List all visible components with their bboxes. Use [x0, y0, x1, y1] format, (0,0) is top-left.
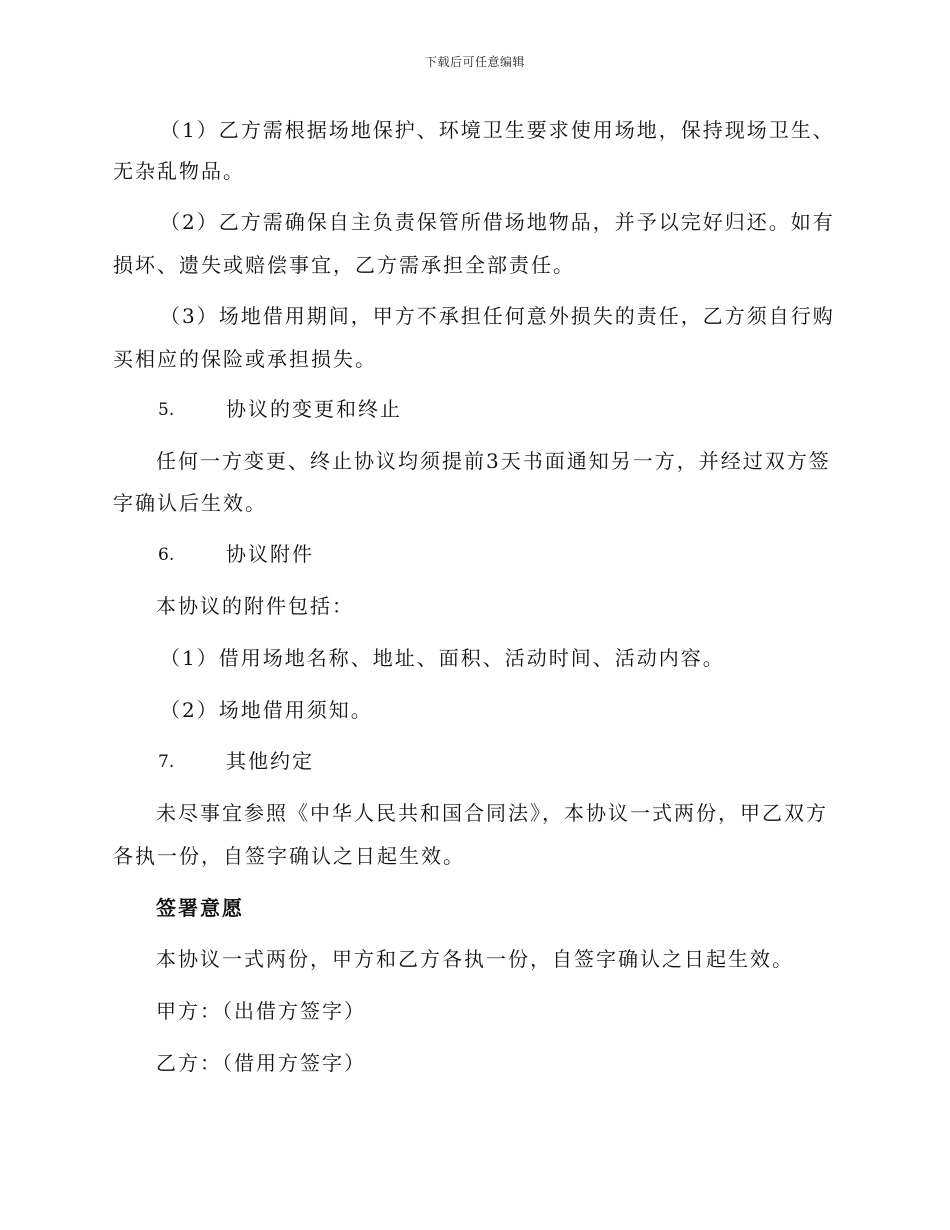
clause-item-3-line-2: 买相应的保险或承担损失。	[113, 347, 377, 371]
page-header: 下载后可任意编辑	[424, 55, 525, 69]
party-b-signature: 乙方：（借用方签字）	[156, 1051, 366, 1075]
clause-item-3-line-1: （3）场地借用期间，甲方不承担任何意外损失的责任，乙方须自行购	[160, 304, 835, 328]
section-7-paragraph-line-1: 未尽事宜参照《中华人民共和国合同法》，本协议一式两份，甲乙双方	[156, 801, 828, 825]
clause-item-2-line-2: 损坏、遗失或赔偿事宜，乙方需承担全部责任。	[113, 253, 575, 277]
section-5-paragraph-line-1: 任何一方变更、终止协议均须提前3天书面通知另一方，并经过双方签	[156, 449, 831, 473]
clause-item-2-line-1: （2）乙方需确保自主负责保管所借场地物品，并予以完好归还。如有	[160, 210, 835, 234]
party-a-signature: 甲方：（出借方签字）	[156, 999, 366, 1023]
section-7-paragraph-line-2: 各执一份，自签字确认之日起生效。	[113, 844, 465, 868]
section-6-item-2: （2）场地借用须知。	[160, 698, 373, 722]
section-6-intro: 本协议的附件包括：	[156, 594, 354, 618]
signing-paragraph: 本协议一式两份，甲方和乙方各执一份，自签字确认之日起生效。	[156, 947, 794, 971]
signing-title: 签署意愿	[156, 896, 244, 920]
section-6-number: 6.	[158, 545, 175, 565]
section-6-item-1: （1）借用场地名称、地址、面积、活动时间、活动内容。	[160, 646, 725, 670]
section-7-number: 7.	[158, 752, 175, 772]
section-5-number: 5.	[158, 400, 175, 420]
section-6-title: 协议附件	[226, 542, 314, 566]
section-5-title: 协议的变更和终止	[226, 397, 402, 421]
clause-item-1-line-1: （1）乙方需根据场地保护、环境卫生要求使用场地，保持现场卫生、	[160, 118, 835, 142]
section-5-paragraph-line-2: 字确认后生效。	[113, 491, 267, 515]
section-7-title: 其他约定	[226, 749, 314, 773]
clause-item-1-line-2: 无杂乱物品。	[113, 159, 245, 183]
